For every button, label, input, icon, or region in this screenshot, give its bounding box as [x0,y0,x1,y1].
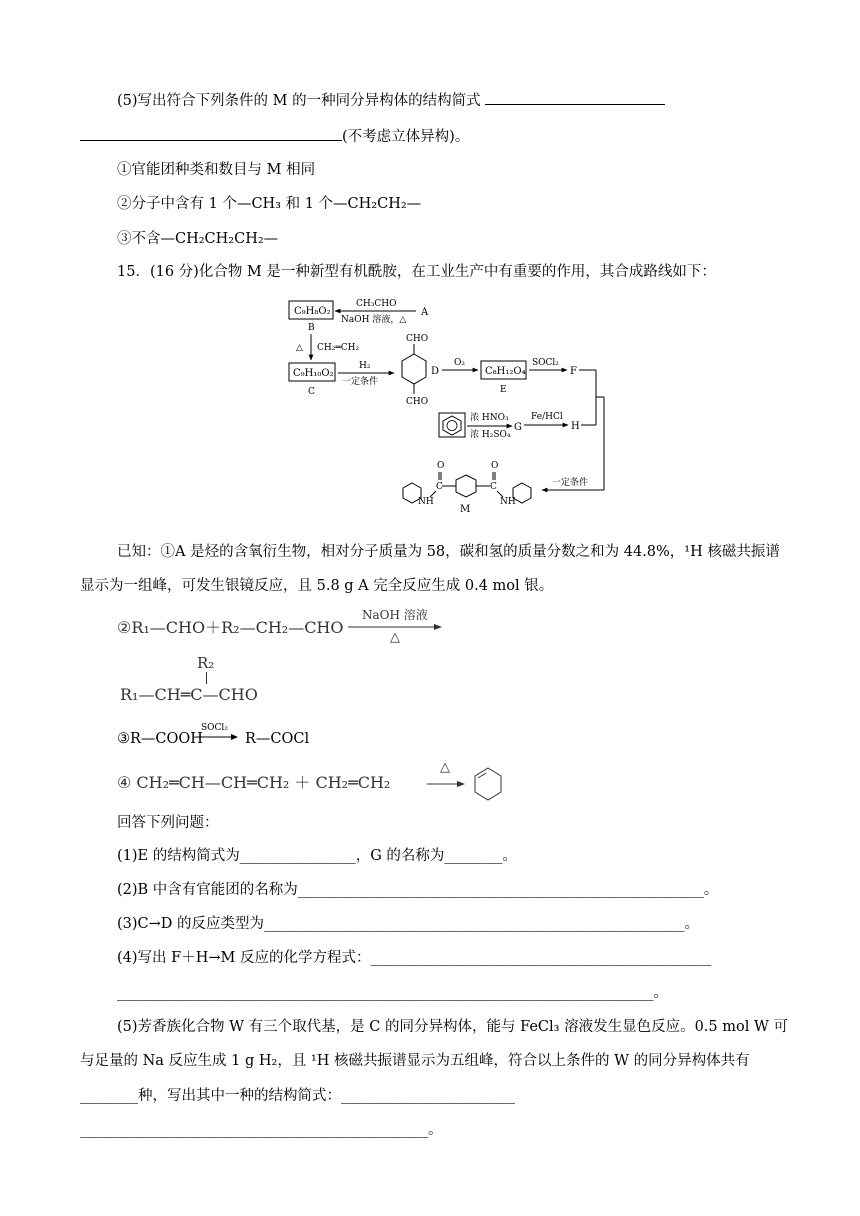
a-label: A [421,307,429,318]
questions-intro: 回答下列问题： [117,815,219,831]
c-label: C [308,387,315,397]
question-5-line3: ________种，写出其中一种的结构简式：________________________ [80,1088,515,1104]
d-structure [402,344,426,394]
d-label: D [431,366,440,377]
reagent-de: O₂ [454,358,465,368]
known-2-product: R₁—CH═C—CHO [120,685,258,704]
known-2-cond: NaOH 溶液 [362,608,428,622]
m-label: M [460,504,471,515]
known-1-line1: 已知：①A 是烃的含氧衍生物，相对分子质量为 58，碳和氢的质量分数之和为 44.8%，¹H 核磁共振谱 [117,544,780,560]
reagent-ba-bottom: NaOH 溶液，△ [341,315,407,325]
known-3-cond: SOCl₂ [201,723,228,733]
known-1-line2: 显示为一组峰，可发生银镜反应，且 5.8 g A 完全反应生成 0.4 mol 银。 [80,578,554,594]
e-label: E [500,385,507,395]
known-3-right: R—COCl [245,731,310,747]
question-5-line4: ________________________________________________。 [80,1122,443,1138]
answer-blank[interactable] [485,90,665,105]
reagent-bc-heat: △ [296,343,303,353]
known-2-r2: R₂ [197,654,215,672]
known-2-eq: ②R₁—CHO＋R₂—CH₂—CHO [117,618,344,637]
prev-q5-line2 [80,126,469,147]
question-5-line2: 与足量的 Na 反应生成 1 g H₂，且 ¹H 核磁共振谱显示为五组峰，符合以上条件的 W 的同分异构体共有 [80,1053,750,1069]
cho-bottom: CHO [406,397,429,407]
o-left: O [437,461,445,471]
c-left: C [436,482,443,492]
question-4-line2: __________________________________________________________________________。 [117,985,668,1001]
g-label: G [514,422,522,433]
reagent-ef: SOCl₂ [532,358,559,368]
c-formula: C₉H₁₀O₂ [293,368,334,379]
b-formula: C₉H₈O₂ [294,306,331,317]
reagent-g-bottom: 浓 H₂SO₄ [470,430,511,440]
prev-q5-cond2: ②分子中含有 1 个—CH₃ 和 1 个—CH₂CH₂— [117,196,422,212]
c-right: C [490,482,497,492]
benzene-structure [439,413,465,437]
q15-stem: 15．(16 分)化合物 M 是一种新型有机酰胺，在工业生产中有重要的作用，其合成路线如下： [117,264,716,280]
f-label: F [570,366,577,377]
answer-blank[interactable] [80,126,342,141]
question-3: (3)C→D 的反应类型为__________________________________________________________。 [117,916,700,932]
reagent-gh: Fe/HCl [531,412,563,422]
reagent-m: 一定条件 [552,478,589,488]
reagent-bc: CH₂═CH₂ [317,343,360,353]
o-right: O [491,461,499,471]
synthesis-scheme [284,290,614,515]
question-2: (2)B 中含有官能团的名称为________________________________________________________。 [117,882,719,898]
known-2-heat: △ [390,630,400,645]
b-label: B [308,323,315,333]
e-formula: C₈H₁₂O₄ [485,366,526,377]
reagent-ba-top: CH₃CHO [356,299,397,309]
prev-q5-line1 [117,90,665,111]
known-2-bond [206,672,207,684]
known-3-left: ③R—COOH [117,731,203,747]
question-4-line1: (4)写出 F＋H→M 反应的化学方程式：_______________________________________________ [117,950,712,966]
prev-q5-note: (不考虑立体异构)。 [342,129,470,145]
question-1: (1)E 的结构简式为________________，G 的名称为________。 [117,848,517,864]
nh-left: NH [418,497,434,507]
reagent-g-top: 浓 HNO₃ [470,413,509,423]
reagent-cd-bottom: 一定条件 [342,377,379,387]
question-5-line1: (5)芳香族化合物 W 有三个取代基，是 C 的同分异构体，能与 FeCl₃ 溶液发生显色反应。0.5 mol W 可 [117,1019,788,1035]
known-4-eq: ④ CH₂═CH—CH═CH₂ ＋ CH₂═CH₂ [117,773,391,792]
prev-q5-text: (5)写出符合下列条件的 M 的一种同分异构体的结构简式 [117,93,481,109]
known-4-heat: △ [440,760,450,775]
h-label: H [571,421,580,432]
prev-q5-cond1: ①官能团种类和数目与 M 相同 [117,162,316,178]
cho-top: CHO [406,334,429,344]
known-4-arrow-product [425,762,511,808]
prev-q5-cond3: ③不含—CH₂CH₂CH₂— [117,231,279,247]
reagent-cd-top: H₂ [359,361,371,371]
nh-right: NH [500,497,516,507]
